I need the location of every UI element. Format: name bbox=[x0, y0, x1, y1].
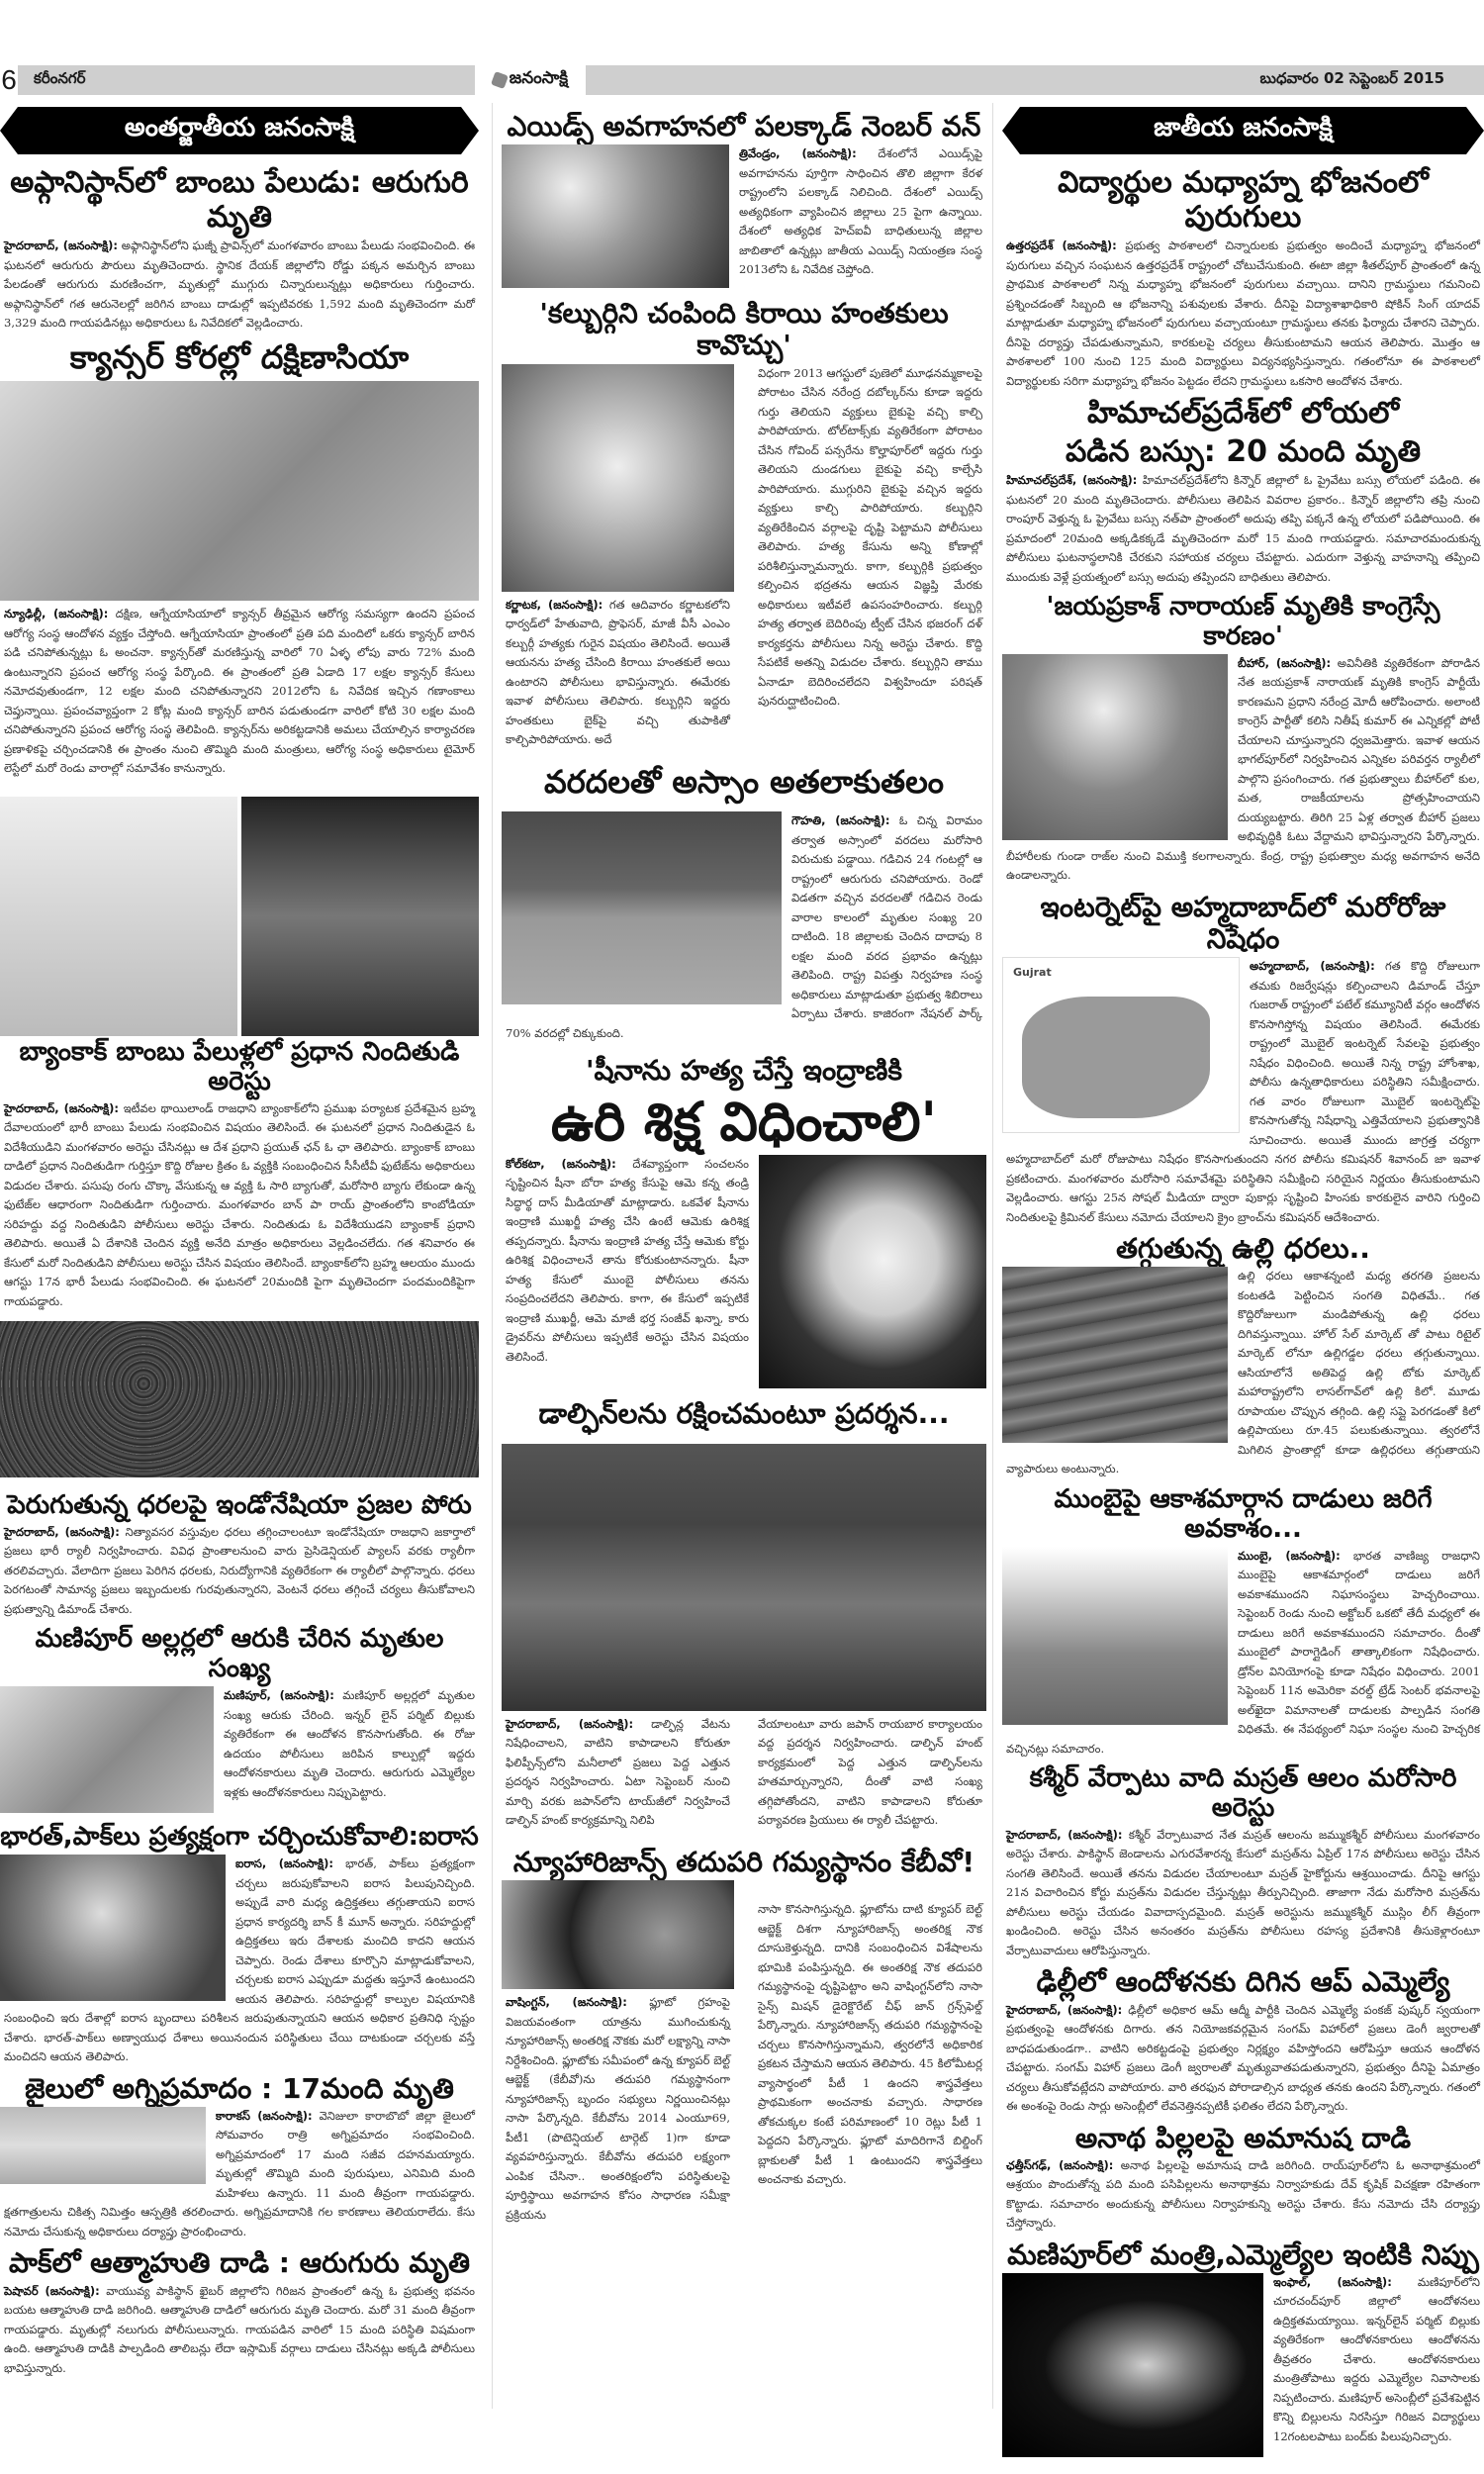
article-body-continued: విధంగా 2013 ఆగస్టులో పుణెలో మూఢనమ్మకాలపై పోరాటం చేసిన నరేంద్ర దబోల్కర్‌ను కూడా ఇద్దరు గుర్తు తెలియని వ్యక్తులు బైకుపై వచ్చి కాల్చి పారిపోయారు. టోల్‌టాక్స్‌కు వ్యతిరేకంగా పోరాటం చేసిన గోవింద్ పన్సరేను కొల్హాపూర్‌లో ఇద్దరు గుర్తు తెలియని దుండగులు బైకుపై వచ్చి కాల్చేసి పారిపోయారు. ముగ్గురిని బైకుపై వచ్చిన ఇద్దరు వ్యక్తులు కాల్చి పారిపోయారు. కల్బుర్గిని వ్యతిరేకించిన వర్గాలపై దృష్టి పెట్టామని పోలీసులు తెలిపారు. హత్య కేసును అన్ని కోణాల్లో పరిశీలిస్తున్నామన్నారు. కాగా, కల్బుర్గికి ప్రభుత్వం కల్పించిన భద్రతను ఆయన విజ్ఞప్తి మేరకు అధికారులు ఇటీవలే ఉపసంహరించారు. కల్బుర్గి హత్య తర్వాత బెదిరింపు ట్వీట్ చేసిన భజరంగ్ దళ్ కార్యకర్తను పోలీసులు నిన్న అరెస్టు చేశారు. కొద్ది సేపటికే అతన్ని విడుదల చేశారు. కల్బుర్గిని తాము ఏనాడూ బెదిరించలేదని విశ్వహిందూ పరిషత్ పునరుద్ఘాటించింది. bbox=[758, 365, 982, 709]
headline: వరదలతో అస్సాం అతలాకుతలం bbox=[543, 762, 944, 801]
dateline: కారాకస్ (జనంసాక్షి): bbox=[216, 2108, 313, 2123]
cancer-ribbon-photo bbox=[0, 381, 479, 601]
taj-hotel-photo bbox=[1002, 1547, 1228, 1725]
dateline: ఉత్తరప్రదేశ్ (జనంసాక్షి): bbox=[1006, 238, 1117, 252]
right-column bbox=[1002, 103, 1484, 2465]
article-body: అహ్మదాబాద్, (జనంసాక్షి): గత కొద్ది రోజులుగా తమకు రిజర్వేషన్లు కల్పించాలని డిమాండ్ చేస్తూ గుజరాత్ రాష్ట్రంలో పటేల్ కమ్యూనిటీ వర్గం ఆందోళన కొనసాగిస్తోన్న విషయం తెలిసిందే. ఈమేరకు రాష్ట్రంలో మొబైల్ ఇంటర్నెట్ సేవలపై ప్రభుత్వం నిషేధం విధించింది. అయితే నిన్న రాష్ట్ర హోంశాఖ, పోలీసు ఉన్నతాధికారులు పరిస్థితిని సమీక్షించారు. గత వారం రోజులుగా మొబైల్ ఇంటర్నెట్‌పై కొనసాగుతోన్న నిషేధాన్ని ఎత్తివేయాలని ప్రభుత్వానికి సూచించారు. అయితే ముందు జాగ్రత్త చర్యగా అహ్మదాబాద్‌లో మరో రోజుపాటు నిషేధం కొనసాగుతుందని నగర పోలీసు కమిషనర్ శివానంద్ జా ఇవాళ ప్రకటించారు. మంగళవారం మరోసారి సమావేశమై పరిస్థితిని సమీక్షించి సరియైన నిర్ణయం తీసుకుంటామని వెల్లడించారు. ఆగస్టు 25న సోషల్ మీడియా ద్వారా పుకార్లు సృష్టించి హింసకు కారకులైన వారిని గుర్తించి నిందితులపై క్రిమినల్ కేసులు నమోదు చేయాలని క్రైం బ్రాంచ్‌ను కమిషనర్ ఆదేశించారు. bbox=[1006, 959, 1480, 1224]
headline: న్యూహారిజాన్స్ తదుపరి గమ్యస్థానం కేబీవో! bbox=[512, 1845, 975, 1878]
article-onion-prices bbox=[1002, 1231, 1484, 1479]
article-body: మణిపూర్, (జనంసాక్షి): మణిపూర్ అల్లర్లలో మృతుల సంఖ్య ఆరుకు చేరింది. ఇన్నర్ లైన్ పర్మిట్ బిల్లుకు వ్యతిరేకంగా ఈ ఆందోళన కొనసాగుతోంది. ఈ రోజు ఉదయం పోలీసులు జరిపిన కాల్పుల్లో ఇద్దరు ఆందోళనకారులు మృతి చెందారు. ఆరుగురు ఎమ్మెల్యేల ఇళ్లకు ఆందోళనకారులు నిప్పుపెట్టారు. bbox=[224, 1688, 475, 1799]
column-divider bbox=[992, 103, 993, 2409]
dateline: అహ్మదాబాద్, (జనంసాక్షి): bbox=[1250, 959, 1375, 974]
headline: ఎయిడ్స్ అవగాహనలో పలక్కాడ్ నెంబర్ వన్ bbox=[507, 110, 981, 143]
onion-sacks-photo bbox=[1002, 1267, 1228, 1443]
section-banner-international: అంతర్జాతీయ జనంసాక్షి bbox=[18, 107, 461, 154]
headline: ముంబైపై ఆకాశమార్గాన దాడులు జరిగే అవకాశం... bbox=[1054, 1483, 1433, 1544]
article-body: న్యూఢిల్లీ, (జనంసాక్షి): దక్షిణ, ఆగ్నేయాసియాలో క్యాన్సర్ తీవ్రమైన ఆరోగ్య సమస్యగా ఉందని ప్రపంచ ఆరోగ్య సంస్థ ఆందోళన వ్యక్తం చేస్తోంది. ఆగ్నేయాసియా ప్రాంతంలో ప్రతి పది మందిలో ఒకరు క్యాన్సర్ బారిన పడి చనిపోతున్నట్లు ఓ అంచనా. క్యాన్సర్‌తో మరణిస్తున్న వారిలో 70 ఏళ్ళ లోపు వారు 72% మంది ఉంటున్నారని ప్రపంచ ఆరోగ్య సంస్థ పేర్కొంది. ఈ ప్రాంతంలో ప్రతి ఏడాది 17 లక్షల క్యాన్సర్ కేసులు నమోదవుతుండగా, 12 లక్షల మంది చనిపోతున్నారని 2012లోని ఓ నివేదిక ఇచ్చిన గణాంకాలు చెప్తున్నాయి. ప్రపంచవ్యాప్తంగా 2 కోట్ల మంది క్యాన్సర్ బారిన పడుతుండగా వారిలో కోటి 30 లక్షల మంది చనిపోతున్నారని ప్రపంచ ఆరోగ్య సంస్థ తెలిపింది. క్యాన్సర్‌ను అరికట్టడానికి అమలు చేయాల్సిన కార్యాచరణ ప్రణాళికపై చర్చించడానికి ఈ ప్రాంతం నుంచి తొమ్మిది మంది మంత్రులు, ఆరోగ్య సంస్థ అధికారులు టైమోర్ లెస్టేలో మరో రెండు వారాల్లో సమావేశం కానున్నారు. bbox=[4, 607, 475, 776]
gujarat-map bbox=[1002, 957, 1240, 1133]
headline: క్యాన్సర్ కోరల్లో దక్షిణాసియా bbox=[69, 337, 410, 376]
article-body-continued: వేయాలంటూ వారు జపాన్ రాయబార కార్యాలయం వద్ద ప్రదర్శన నిర్వహించారు. డాల్ఫిన్ హంట్ కార్యక్రమంలో పెద్ద ఎత్తున డాల్ఫిన్‌లను హతమార్చున్నారని, దీంతో వాటి సంఖ్య తగ్గిపోతోందని, వాటిని కాపాడాలని కోరుతూ పర్యావరణ ప్రియులు ఈ ర్యాలీ చేపట్టారు. bbox=[758, 1716, 982, 1828]
dateline: హైదరాబాద్, (జనంసాక్షి): bbox=[4, 1100, 119, 1115]
sheena-bora-portrait-photo bbox=[759, 1155, 986, 1388]
article-body: కారాకస్ (జనంసాక్షి): వెనిజులా కారాబొబో జిల్లా జైలులో సోమవారం రాత్రి అగ్నిప్రమాదం సంభవించింది. అగ్నిప్రమాదంలో 17 మంది సజీవ దహనమయ్యారు. మృతుల్లో తొమ్మిది మంది పురుషులు, ఎనిమిది మంది మహిళలు ఉన్నారు. 11 మంది తీవ్రంగా గాయపడ్డారు. క్షతగాత్రులను చికిత్స నిమిత్తం ఆస్పత్రికి తరలించారు. అగ్నిప్రమాదానికి గల కారణాలు తెలియరాలేదు. కేసు నమోదు చేసుకున్న అధికారులు దర్యాప్తు ప్రారంభించారు. bbox=[4, 2108, 476, 2238]
article-indonesia bbox=[0, 1315, 479, 1619]
dateline: హైదరాబాద్, (జనంసాక్షి): bbox=[4, 1524, 120, 1539]
cctv-still-photo bbox=[241, 797, 479, 1036]
article-bangkok bbox=[0, 797, 479, 1311]
article-body: పెషావర్ (జనంసాక్షి): వాయువ్య పాకిస్థాన్ ఖైబర్ జిల్లాలోని గిరిజన ప్రాంతంలో ఉన్న ఓ ప్రభుత్వ భవనం బయట ఆత్మాహుతి దాడి జరిగింది. ఆత్మాహుతి దాడిలో ఆరుగురు మృతి చెందారు. మరో 31 మంది తీవ్రంగా గాయపడ్డారు. మృతుల్లో నలుగురు పోలీసులున్నారు. గాయపడిన వారిలో 15 మంది పరిస్థితి విషమంగా ఉంది. ఆత్మాహుతి దాడికి పాల్పడింది తాలిబన్లు లేదా ఇస్లామిక్ వర్గాలు దాడులు చేసినట్లు అక్కడి పోలీసులు భావిస్తున్నారు. bbox=[4, 2283, 476, 2375]
burnt-vehicle-photo bbox=[0, 1686, 214, 1813]
article-body: హైదరాబాద్, (జనంసాక్షి): కశ్మీర్ వేర్పాటువాద నేత మస్రత్ ఆలంను జమ్ముకశ్మీర్ పోలీసులు మంగళవారం అరెస్టు చేశారు. పాకిస్థాన్ జెండాలను ఎగురవేశారన్న కేసులో మస్రత్‌ను ఏప్రిల్ 17న పోలీసులు అరెస్టు చేసిన సంగతి తెలిసిందే. అయితే తనను విడుదల చేయాలంటూ మస్రత్ హైకోర్టును ఆశ్రయించాడు. దీనిపై ఆగస్టు 21న విచారించిన కోర్టు మస్రత్‌ను విడుదల చేస్తున్నట్లు తీర్పునిచ్చింది. తాజాగా నేడు మరోసారి మస్రత్‌ను పోలీసులు అరెస్టు చేయడం వివాదాస్పదమైంది. మస్రత్ అరెస్టును జమ్ముకశ్మీర్ ముస్లిం లీగ్ తీవ్రంగా ఖండించింది. అరెస్టు చేసిన అనంతరం మస్రత్‌ను పోలీసులు రహస్య ప్రదేశానికి తీసుకెళ్లారంటూ వేర్పాటువాదులు ఆరోపిస్తున్నారు. bbox=[1006, 1827, 1480, 1957]
article-masarat-alam bbox=[1002, 1762, 1484, 1960]
dateline: హిమాచల్‌ప్రదేశ్, (జనంసాక్షి): bbox=[1006, 473, 1138, 487]
article-himachal-bus bbox=[1002, 395, 1484, 587]
dateline: బీహార్, (జనంసాక్షి): bbox=[1238, 655, 1332, 670]
headline: తగ్గుతున్న ఉల్లి ధరలు.. bbox=[1116, 1232, 1370, 1266]
aids-pills-photo bbox=[502, 144, 729, 288]
dateline: హైదరాబాద్, (జనంసాక్షి): bbox=[4, 238, 118, 252]
article-manipur-fire bbox=[1002, 2237, 1484, 2461]
article-body: బీహార్, (జనంసాక్షి): అవినీతికి వ్యతిరేకంగా పోరాడిన నేత జయప్రకాశ్ నారాయణ్ మృతికి కాంగ్రెస్ పార్టీయే కారణమని ప్రధాని నరేంద్ర మోదీ ఆరోపించారు. అలాంటి కాంగ్రెస్ పార్టీతో కలిసి నితీష్ కుమార్ ఈ ఎన్నికల్లో పోటీ చేయాలని చూస్తున్నారని ధ్వజమెత్తారు. ఇవాళ ఆయన భాగల్‌పూర్‌లో నిర్వహించిన ఎన్నికల పరివర్తన ర్యాలీలో పాల్గొని ప్రసంగించారు. గత ప్రభుత్వాలు బీహార్‌లో కుల, మత, రాజకీయాలను ప్రోత్సహించాయని దుయ్యబట్టారు. తిరిగి 25 ఏళ్ల తర్వాత బీహార్ ప్రజలు అభివృద్ధికి ఓటు వేద్దామని భావిస్తున్నారని పేర్కొన్నారు. బీహారీలకు గుండా రాజ్‌ల నుంచి విముక్తి కలగాలన్నారు. కేంద్ర, రాష్ట్ర ప్రభుత్వాల మధ్య అవగాహన అనేది ఉండాలన్నారు. bbox=[1006, 655, 1480, 883]
masthead bbox=[475, 63, 586, 97]
dateline: న్యూఢిల్లీ, (జనంసాక్షి): bbox=[4, 607, 109, 621]
dateline: హైదరాబాద్, (జనంసాక్షి): bbox=[1006, 1827, 1123, 1842]
headline: కశ్మీర్ వేర్పాటు వాది మస్రత్ ఆలం మరోసారి అరెస్టు bbox=[1029, 1763, 1457, 1824]
article-body: హైదరాబాద్, (జనంసాక్షి): ఢిల్లీలో అధికార ఆమ్ ఆద్మీ పార్టీకి చెందిన ఎమ్మెల్యే పంకజ్ పుష్కర్ స్వయంగా ప్రభుత్వంపై ఆందోళనకు దిగారు. తన నియోజకవర్గమైన సంగమ్ విహార్‌లో ప్రజలు డెంగీ జ్వరాలతో బాధపడుతుండగా.. వాటిని అరికట్టడంపై ప్రభుత్వం నిర్లక్ష్యం వహిస్తోందని ఆరోపిస్తూ ఆయన ఆందోళన చేపట్టారు. సంగమ్ విహార్ ప్రజలు డెంగీ జ్వరాలతో మృత్యువాతపడుతున్నారని, ప్రభుత్వం దీనిపై ఏమాత్రం చర్యలు తీసుకోవట్లేదని వాపోయారు. వారి తరఫున పోరాడాల్సిన బాధ్యత తనకు ఉందని పేర్కొన్నారు. గతంలో ఈ అంశంపై రెండు సార్లు అసెంబ్లీలో లేవనెత్తినప్పటికీ ఫలితం లేదని పేర్కొన్నారు. bbox=[1006, 2002, 1480, 2114]
article-midday-meal bbox=[1002, 164, 1484, 391]
headline-line-1: హిమాచల్‌ప్రదేశ్‌లో లోయలో bbox=[1087, 396, 1399, 430]
headline: మణిపూర్ అల్లర్లలో ఆరుకి చేరిన మృతుల సంఖ్య bbox=[35, 1624, 444, 1684]
headline: 'కల్బుర్గిని చంపింది కిరాయి హంతకులు కావొచ్చు' bbox=[539, 297, 949, 362]
dateline: కోల్‌కటా, (జనంసాక్షి): bbox=[506, 1156, 616, 1171]
headline: విద్యార్థుల మధ్యాహ్న భోజనంలో పురుగులు bbox=[1058, 165, 1429, 235]
article-body: కర్ణాటక, (జనంసాక్షి): గత ఆదివారం కర్ణాటకలోని ధార్వడ్‌లో హేతువాది, ప్రొఫెసర్, మాజీ వీసీ ఎంఎం కల్బుర్గీ హత్యకు గురైన విషయం తెలిసిందే. అయితే ఆయనను హత్య చేసింది కిరాయి హంతకులే అయి ఉంటారని పోలీసులు భావిస్తున్నారు. ఈమేరకు ఇవాళ పోలీసులు తెలిపారు. కల్బుర్గిని ఇద్దరు హంతకులు బైక్‌పై వచ్చి తుపాకితో కాల్చిపారిపోయారు. అదే bbox=[506, 597, 731, 747]
burning-match-photo bbox=[1002, 2273, 1263, 2457]
article-jail-fire bbox=[0, 2071, 479, 2242]
article-new-horizons bbox=[502, 1845, 986, 2225]
article-mumbai-air-attack bbox=[1002, 1483, 1484, 1759]
article-jp-narayan bbox=[1002, 591, 1484, 886]
left-column bbox=[0, 103, 479, 2382]
article-aids-palakkad bbox=[502, 103, 986, 292]
article-assam-floods bbox=[502, 754, 986, 1044]
dateline: ఛత్తీస్‌గఢ్, (జనంసాక్షి): bbox=[1006, 2157, 1114, 2172]
article-dolphin-protest bbox=[502, 1396, 986, 1831]
article-body: ఇంఫాల్, (జనంసాక్షి): మణిపూర్‌లోని చూరచంద్‌పూర్ జిల్లాలో ఆందోళనలు ఉద్రిక్తతమయ్యాయి. ఇన్నర్‌లైన్ పర్మిట్ బిల్లుకు వ్యతిరేకంగా ఆందోళనకారులు ఆందోళనను తీవ్రతరం చేశారు. ఆందోళనకారులు మంత్రితోపాటు ఇద్దరు ఎమ్మెల్యేల నివాసాలకు నిప్పటించారు. మణిపూర్ అసెంబ్లీలో ప్రవేశపెట్టిన కొన్ని బిల్లులను నిరసిస్తూ గిరిజన విద్యార్థులు 12గంటలపాటు బంద్‌కు పిలుపునిచ్చారు. bbox=[1273, 2274, 1480, 2443]
article-body: త్రివేండ్రం, (జనంసాక్షి): దేశంలోనే ఎయిడ్స్‌పై అవగాహనను పూర్తిగా సాధించిన తొలి జిల్లాగా కేరళ రాష్ట్రంలోని పలక్కాడ్ నిలిచింది. దేశంలో ఎయిడ్స్ అత్యధికంగా వ్యాపించిన జిల్లాలు 25 పైగా ఉన్నాయి. దేశంలో అత్యధిక హెచ్‌ఐవీ బాధితులున్న జిల్లాల జాబితాలో ఉన్నట్లు జాతీయ ఎయిడ్స్ నియంత్రణ సంస్థ 2013లోని ఓ నివేదిక చెప్తోంది. bbox=[739, 146, 982, 277]
article-manipur-riots bbox=[0, 1623, 479, 1817]
article-body: కోల్‌కటా, (జనంసాక్షి): దేశవ్యాప్తంగా సంచలనం సృష్టించిన షీనా బోరా హత్య కేసుపై ఆమె కన్న తండ్రి సిద్ధార్థ దాస్ మీడియాతో మాట్లాడారు. ఒకవేళ షీనాను ఇంద్రాణి ముఖర్జీ హత్య చేసి ఉంటే ఆమెకు ఉరిశిక్ష తప్పదన్నారు. షీనాను ఇంద్రాణి హత్య చేస్తే ఆమెకు కోర్టు ఉరిశిక్ష విధించాలనే తాను కోరుకుంటానన్నారు. షీనా హత్య కేసులో ముంబై పోలీసులు తనను సంప్రదించలేదని తెలిపారు. కాగా, ఈ కేసులో ఇప్పటికే ఇంద్రాణి ముఖర్జీ, ఆమె మాజీ భర్త సంజీవ్ ఖన్నా, కారు డ్రైవర్‌ను పోలీసులు ఇప్పటికే అరెస్టు చేసిన విషయం తెలిసిందే. bbox=[506, 1156, 749, 1364]
edition-label: కరీంనగర్ bbox=[18, 65, 475, 95]
ban-ki-moon-photo bbox=[0, 1855, 226, 2001]
dateline: మణిపూర్, (జనంసాక్షి): bbox=[224, 1688, 334, 1703]
page-number: 6 bbox=[1, 64, 17, 95]
article-sheena-bora bbox=[502, 1053, 986, 1391]
page-header bbox=[0, 63, 1484, 97]
dateline: పెషావర్ (జనంసాక్షి): bbox=[4, 2283, 100, 2298]
article-body: హైదరాబాద్, (జనంసాక్షి): డాల్ఫిన్ల వేటను నిషేధించాలని, వాటిని కాపాడాలని కోరుతూ ఫిలిప్పీన్స్‌లోని మనీలాలో ప్రజలు పెద్ద ఎత్తున ప్రదర్శన నిర్వహించారు. ఏటా సెప్టెంబర్ నుంచి మార్చి వరకు జపాన్‌లోని టాయ్‌జీలో నిర్వహించే డాల్ఫిన్ హంట్ కార్యక్రమాన్ని నిలిపి bbox=[506, 1716, 730, 1828]
modi-speech-photo bbox=[1002, 654, 1228, 840]
article-body: ఉత్తరప్రదేశ్ (జనంసాక్షి): ప్రభుత్వ పాఠశాలలో చిన్నారులకు ప్రభుత్వం అందించే మధ్యాహ్న భోజనంలో పురుగులు వచ్చిన సంఘటన ఉత్తరప్రదేశ్ రాష్ట్రంలో చోటుచేసుకుంది. ఈటా జిల్లా శీతల్‌పూర్ ప్రాంతంలో ఉన్న ప్రాథమిక పాఠశాలలో నిన్న మధ్యాహ్న భోజనంలో పురుగులు వచ్చాయి. దానిని గ్రామస్థులు గమనించి ప్రశ్నించడంతో సిబ్బంది ఆ భోజనాన్ని పశువులకు వేశారు. దీనిపై విద్యాశాఖాధికారి షోకిన్ సింగ్ యాదవ్ మాట్లాడుతూ మధ్యాహ్న భోజనంలో పురుగులు వచ్చాయంటూ గ్రామస్థులు తనకు ఫిర్యాదు చేశారని చెప్పారు. దీనిపై దర్యాప్తు చేపడుతున్నామని, కారకులపై చర్యలు తీసుకుంటామని ఆయన తెలిపారు. మొత్తం ఆ పాఠశాలలో 100 నుంచి 125 మంది విద్యార్థులు విద్యనభ్యసిస్తున్నారు. గతంలోనూ ఈ పాఠశాలలో విద్యార్థులకు సరిగా మధ్యాహ్న భోజనం పెట్టడం లేదని గ్రామస్థులు ఒకసారి ఆందోళన చేశారు. bbox=[1006, 238, 1480, 388]
dateline: ఇంఫాల్, (జనంసాక్షి): bbox=[1273, 2274, 1392, 2289]
headline: డాల్ఫిన్‌లను రక్షించమంటూ ప్రదర్శన... bbox=[538, 1396, 950, 1430]
headline: 'జయప్రకాశ్ నారాయణ్ మృతికి కాంగ్రెస్సే కారణం' bbox=[1046, 592, 1440, 651]
article-body: హైదరాబాద్, (జనంసాక్షి): నిత్యావసర వస్తువుల ధరలు తగ్గించాలంటూ ఇండోనేషియా రాజధాని జకార్తాలో ప్రజలు భారీ ర్యాలీ నిర్వహించారు. వివిధ ప్రాంతాలనుంచి వారు ప్రెసిడెన్షియల్ ప్యాలస్ వరకు ర్యాలీగా తరలివచ్చారు. వేలాదిగా ప్రజలు పెరిగిన ధరలకు, నిరుద్యోగానికి వ్యతిరేకంగా ఈ ర్యాలీలో పాల్గొన్నారు. ధరలు పెరగటంతో సామాన్య ప్రజలు ఇబ్బందులకు గురవుతున్నారని, వెంటనే ధరలు తగ్గించే చర్యలు తీసుకోవాలని ప్రభుత్వాన్ని డిమాండ్ చేశారు. bbox=[4, 1524, 476, 1616]
headline: ఇంటర్నెట్‌పై అహ్మదాబాద్‌లో మరోరోజు నిషేధం bbox=[1040, 890, 1446, 955]
article-body: హిమాచల్‌ప్రదేశ్, (జనంసాక్షి): హిమాచల్‌ప్రదేశ్‌లోని కిన్నౌర్ జిల్లాలో ఓ ప్రైవేటు బస్సు లోయలో పడింది. ఈ ఘటనలో 20 మంది మృతిచెందారు. పోలీసులు తెలిపిన వివరాల ప్రకారం.. కిన్నౌర్ జిల్లాలోని తప్రి నుంచి రాంపూర్ వెళ్తున్న ఓ ప్రైవేటు బస్సు నత్‌పా ప్రాంతంలో అదుపు తప్పి పక్కనే ఉన్న లోయలో పడిపోయింది. ఈ ప్రమాదంలో 20మంది అక్కడికక్కడే మృతిచెందగా మరో 15 మంది గాయపడ్డారు. సమాచారమందుకున్న పోలీసులు ఘటనాస్థలానికి చేరకుని సహాయక చర్యలు చేపట్టారు. ఎదురుగా వెళ్తున్న వాహనాన్ని తప్పించి ముందుకు వెళ్లే ప్రయత్నంలో బస్సు అదుపు తప్పిందని బాధితులు తెలిపారు. bbox=[1006, 473, 1481, 584]
article-cancer bbox=[0, 337, 479, 779]
article-body: హైదరాబాద్, (జనంసాక్షి): ఇటీవల థాయిలాండ్ రాజధాని బ్యాంకాక్‌లోని ప్రముఖ పర్యాటక ప్రదేశమైన బ్రహ్మ దేవాలయంలో భారీ బాంబు పేలుడు సంభవించిన విషయం తెలిసిందే. ఈ ఘటనలో ప్రధాన నిందితుడైన ఓ విదేశీయుడిని మంగళవారం అరెస్టు చేసినట్లు ఆ దేశ ప్రధాని ప్రయుత్ ఛన్ ఓ ఛా తెలిపారు. బ్యాంకాక్ బాంబు దాడిలో ప్రధాన నిందితుడిగా గుర్తిస్తూ కొద్ది రోజుల క్రితం ఓ వ్యక్తికి సంబంధించిన సీసీటీవీ ఫుటేజ్‌ను అధికారులు విడుదల చేశారు. పసుపు రంగు చొక్కా వేసుకున్న ఆ వ్యక్తి ఓ సారి బ్యాగుతో, మరోసారి బ్యాగు లేకుండా ఉన్న ఫుటేజ్‌ల ఆధారంగా నిందితుడిగా గుర్తించారు. మంగళవారం బాన్ పా రాయ్ ప్రాంతంలోని కాంబోడియా సరిహద్దు వద్ద నిందితుడిని పోలీసులు అరెస్టు చేశారు. నిందితుడు ఓ విదేశీయుడని బ్యాంకాక్ ప్రధాని తెలిపారు. అయితే ఏ దేశానికి చెందిన వ్యక్తి అనేది మాత్రం అధికారులు వెల్లడించలేదు. గత శనివారం ఈ కేసులో మరో నిందితుడిని పోలీసులు అరెస్టు చేసిన విషయం తెలిసిందే. బ్యాంకాక్‌లోని బ్రహ్మ ఆలయం ముందు ఆగస్టు 17న భారీ పేలుడు సంభవించింది. ఈ ఘటనలో 20మందికి పైగా మృతిచెందగా పందమందికిపైగా గాయపడ్డారు. bbox=[4, 1100, 476, 1308]
article-body: వాషింగ్టన్, (జనంసాక్షి): ఫ్లూటో గ్రహంపై విజయవంతంగా యాత్రను ముగించుకున్న న్యూహారిజాన్స్ అంతరిక్ష నౌకకు మరో లక్ష్యాన్ని నాసా నిర్దేశించింది. ఫ్లూటోకు సమీపంలో ఉన్న క్యూపర్ బెల్ట్ ఆబ్జెక్ట్ (కేబీవో)ను తదుపరి గమ్యస్థానంగా న్యూహారిజాన్స్ బృందం సభ్యులు నిర్ణయించినట్లు నాసా పేర్కొన్నది. కేబీవోను 2014 ఎంయూ69, పీటీ1 (పొటెన్షియల్ టార్గెట్ 1)గా కూడా వ్యవహరిస్తున్నారు. కేబీవోను తదుపరి లక్ష్యంగా ఎంపిక చేసినా.. అంతరిక్షంలోని పరిస్థితులపై పూర్తిస్థాయి అవగాహన కోసం సాధారణ సమీక్షా ప్రక్రియను bbox=[506, 1995, 730, 2222]
masthead-logo-icon bbox=[491, 71, 509, 89]
article-body: ఐరాస, (జనంసాక్షి): భారత్, పాక్‌లు ప్రత్యక్షంగా చర్చలు జరుపుకోవాలని ఐరాస పిలుపునిచ్చింది. అప్పుడే వారి మధ్య ఉద్రిక్తతలు తగ్గుతాయని ఐరాస ప్రధాన కార్యదర్శి బాన్ కీ మూన్ అన్నారు. సరిహద్దుల్లో ఉద్రిక్తతలు ఇరు దేశాలకు మంచిది కాదని ఆయన చెప్పారు. రెండు దేశాలు కూర్చొని మాట్లాడుకోవాలని, చర్చలకు ఐరాస ఎప్పుడూ మద్దతు ఇస్తూనే ఉంటుందని ఆయన తెలిపారు. సరిహద్దుల్లో కాల్పుల విషయానికి సంబంధించి ఇరు దేశాల్లో ఐరాస బృందాలు పరిశీలన జరుపుతున్నాయని ఆయన అధికార ప్రతినిధి స్పష్టం చేశారు. భారత్-పాక్‌లు అణ్వాయుధ దేశాలు అయినందున పరిస్థితులు చేయి దాటకుండా చర్చలకు వస్తే మంచిదని ఆయన తెలిపారు. bbox=[4, 1856, 475, 2064]
article-aap-mla bbox=[1002, 1964, 1484, 2116]
article-ahmedabad-internet bbox=[1002, 890, 1484, 1227]
headline-line-1: 'షీనాను హత్య చేస్తే ఇంద్రాణికి bbox=[585, 1054, 903, 1088]
article-kalburgi bbox=[502, 296, 986, 749]
article-body: ఉల్లి ధరలు ఆకాశన్నంటి మధ్య తరగతి ప్రజలను కంటతడి పెట్టించిన సంగతి విధితమే.. గత కొద్దిరోజులుగా మండిపోతున్న ఉల్లి ధరలు దిగివస్తున్నాయి. హోల్ సేల్ మార్కెట్ తో పాటు రిటైల్ మార్కెట్ లోనూ ఉల్లిగడ్డల ధరలు తగ్గుతున్నాయి. ఆసియాలోనే అతిపెద్ద ఉల్లి టోకు మార్కెట్ మహారాష్ట్రలోని లాసల్‌గావ్‌లో ఉల్లి కిలో. మూడు రూపాయల చొప్పున తగ్గింది. ఉల్లి సప్లై పెరగడంతో కిలో ఉల్లిపాయలు రూ.45 పలుకుతున్నాయి. త్వరలోనే మిగిలిన ప్రాంతాల్లో కూడా ఉల్లిధరలు తగ్గుతాయని వ్యాపారులు అంటున్నారు. bbox=[1006, 1269, 1480, 1476]
kalburgi-portrait-photo bbox=[502, 364, 734, 592]
suspect-sketch-photo bbox=[0, 797, 237, 1036]
article-body: హైదరాబాద్, (జనంసాక్షి): అఫ్గానిస్థాన్‌లోని ఘజ్నీ ప్రావిన్స్‌లో మంగళవారం బాంబు పేలుడు సంభవించింది. ఈ ఘటనలో ఆరుగురు పౌరులు మృతిచెందారు. స్థానిక దేయక్ జిల్లాలోని రోడ్డు పక్కన అమర్చిన బాంబు పేలడంతో ఆరుగురు మరణించగా, మృతుల్లో ముగ్గురు చిన్నారులున్నట్లు అధికారులు గుర్తించారు. అఫ్గానిస్థాన్‌లో గత ఆరునెలల్లో జరిగిన బాంబు దాడుల్లో ఇప్పటివరకు 1,592 మంది మృతిచెందగా మరో 3,329 మంది గాయపడినట్లు అధికారులు ఓ నివేదికలో వెల్లడించారు. bbox=[4, 238, 476, 330]
masthead-title: జనంసాక్షి bbox=[509, 68, 569, 88]
rally-crowd-photo bbox=[0, 1321, 479, 1477]
article-orphans-attack bbox=[1002, 2121, 1484, 2234]
headline: అనాథ పిల్లలపై అమానుష దాడి bbox=[1074, 2121, 1412, 2154]
assam-flood-photo bbox=[502, 811, 782, 1004]
article-afghanistan bbox=[0, 164, 479, 333]
dateline: కర్ణాటక, (జనంసాక్షి): bbox=[506, 597, 603, 612]
headline: మణిపూర్‌లో మంత్రి,ఎమ్మెల్యేల ఇంటికి నిప్పు bbox=[1007, 2237, 1479, 2271]
article-pak-suicide-attack bbox=[0, 2245, 479, 2378]
headline: బ్యాంకాక్ బాంబు పేలుళ్లలో ప్రధాన నిందితుడి అరెస్టు bbox=[19, 1036, 460, 1096]
dateline: వాషింగ్టన్, (జనంసాక్షి): bbox=[506, 1995, 627, 2010]
headline: జైలులో అగ్నిప్రమాదం : 17మంది మృతి bbox=[25, 2071, 454, 2105]
headline-line-2: ఉరి శిక్ష విధించాలి' bbox=[550, 1090, 938, 1153]
dateline: ముంబై, (జనంసాక్షి): bbox=[1238, 1548, 1341, 1563]
headline-line-2: పడిన బస్సు: 20 మంది మృతి bbox=[1065, 433, 1422, 469]
column-divider bbox=[492, 103, 493, 2409]
dateline: హైదరాబాద్, (జనంసాక్షి): bbox=[1006, 2002, 1123, 2017]
map-label: Gujrat bbox=[1013, 966, 1052, 980]
headline: భారత్,పాక్‌లు ప్రత్యక్షంగా చర్చించుకోవాలి:ఐరాస bbox=[0, 1822, 479, 1853]
middle-column bbox=[502, 103, 986, 2229]
headline: పాక్‌లో ఆత్మాహుతి దాడి : ఆరుగురు మృతి bbox=[8, 2246, 471, 2280]
article-body: ముంబై, (జనంసాక్షి): భారత వాణిజ్య రాజధాని ముంబైపై ఆకాశమార్గంలో దాడులు జరిగే అవకాశముందని నిఘాసంస్థలు హెచ్చరించాయి. సెప్టెంబర్ రెండు నుంచి అక్టోబర్ ఒకటో తేదీ మధ్యలో ఈ దాడులు జరిగే అవకాశముందని సమాచారం. దీంతో ముంబైలో పారాగ్లైడింగ్ తాత్కాలికంగా నిషేధించారు. డ్రోన్‌ల వినియోగంపై కూడా నిషేధం విధించారు. 2001 సెప్టెంబర్ 11న అమెరికా వరల్డ్ ట్రేడ్ సెంటర్ భవనాలపై అల్‌ఖైదా విమానాలతో దాడులకు పాల్పడిన సంగతి విధితమే. ఈ నేపథ్యంలో నిఘా సంస్థల నుంచి హెచ్చరిక వచ్చినట్లు సమాచారం. bbox=[1006, 1548, 1480, 1756]
article-body-continued: నాసా కొనసాగిస్తున్నది. ఫ్లూటోను దాటి క్యూపర్ బెల్ట్ ఆబ్జెక్ట్ దిశగా న్యూహారిజాన్స్ అంతరిక్ష నౌక దూసుకెళ్తున్నది. దానికి సంబంధించిన విశేషాలను భూమికి పంపిస్తున్నది. ఈ అంతరిక్ష నౌక తదుపరి గమ్యస్థానంపై దృష్టిపెట్టాం అని వాషింగ్టన్‌లోని నాసా సైన్స్ మిషన్ డైరెక్టొరేట్ చీఫ్ జాన్ గ్రన్స్‌ఫెల్డ్ పేర్కొన్నారు. న్యూహారిజాన్స్ తదుపరి గమ్యస్థానంపై చర్చలు కొనసాగిస్తున్నామని, త్వరలోనే అధికారిక ప్రకటన చేస్తామని ఆయన తెలిపారు. 45 కిలోమీటర్ల వ్యాసార్థంలో పీటీ 1 ఉందని శాస్త్రవేత్తలు ప్రాథమికంగా అంచనాకు వచ్చారు. సాధారణ తోకచుక్కల కంటే పరిమాణంలో 10 రెట్లు పీటీ 1 పెద్దదని పేర్కొన్నారు. ఫ్లూటో మాదిరిగానే బిల్డింగ్ బ్లాకులతో పీటీ 1 ఉంటుందని శాస్త్రవేత్తలు అంచనాకు వచ్చారు. bbox=[758, 1902, 982, 2187]
section-banner-national: జాతీయ జనంసాక్షి bbox=[1020, 107, 1466, 154]
dateline: ఐరాస, (జనంసాక్షి): bbox=[235, 1856, 333, 1871]
dateline: హైదరాబాద్, (జనంసాక్షి): bbox=[506, 1716, 634, 1731]
dateline: గౌహతి, (జనంసాక్షి): bbox=[791, 813, 890, 828]
stop-killing-protest-photo bbox=[502, 1444, 986, 1711]
dateline: త్రివేండ్రం, (జనంసాక్షి): bbox=[739, 146, 857, 161]
headline: ఢిల్లీలో ఆందోళనకు దిగిన ఆప్ ఎమ్మెల్యే bbox=[1036, 1965, 1450, 1999]
article-body: ఛత్తీస్‌గఢ్, (జనంసాక్షి): అనాథ పిల్లలపై అమానుష దాడి జరిగింది. రాయ్‌పూర్‌లోని ఓ అనాథాశ్రమంలో ఆశ్రయం పొందుతోన్న పది మంది పసిపిల్లలను అనాథాశ్రమ నిర్వాహకుడు దేవ్ కృషిక్ విచక్షణా రహితంగా కొట్టాడు. సమాచారం అందుకున్న పోలీసులు నిర్వాహకున్ని అరెస్టు చేశారు. కేసు నమోదు చేసి దర్యాప్తు చేస్తోన్నారు. bbox=[1006, 2157, 1480, 2231]
headline: అఫ్గానిస్థాన్‌లో బాంబు పేలుడు: ఆరుగురి మృతి bbox=[10, 165, 469, 235]
new-horizons-spacecraft-photo bbox=[502, 1880, 734, 1989]
article-un-india-pak bbox=[0, 1821, 479, 2066]
jail-fire-photo bbox=[0, 2107, 206, 2184]
issue-date: బుధవారం 02 సెప్టెంబర్ 2015 bbox=[586, 65, 1484, 95]
headline: పెరుగుతున్న ధరలపై ఇండోనేషియా ప్రజల పోరు bbox=[7, 1490, 472, 1521]
article-body: గౌహతి, (జనంసాక్షి): ఓ చిన్న విరామం తర్వాత అస్సాంలో వరదలు మరోసారి విరుచుకు పడ్డాయి. గడిచిన 24 గంటల్లో ఆ రాష్ట్రంలో ఆరుగురు చనిపోయారు. రెండో విడతగా వచ్చిన వరదలతో గడిచిన రెండు వారాల కాలంలో మృతుల సంఖ్య 20 దాటింది. 18 జిల్లాలకు చెందిన దాదాపు 8 లక్షల మంది వరద ప్రభావం ఉన్నట్లు తెలిపింది. రాష్ట్ర విపత్తు నిర్వహణ సంస్థ అధికారులు మాట్లాడుతూ ప్రభుత్వ శిబిరాలు ఏర్పాటు చేశారు. కాజిరంగా నేషనల్ పార్క్ 70% వరదల్లో చిక్కుకుంది. bbox=[506, 813, 982, 1040]
